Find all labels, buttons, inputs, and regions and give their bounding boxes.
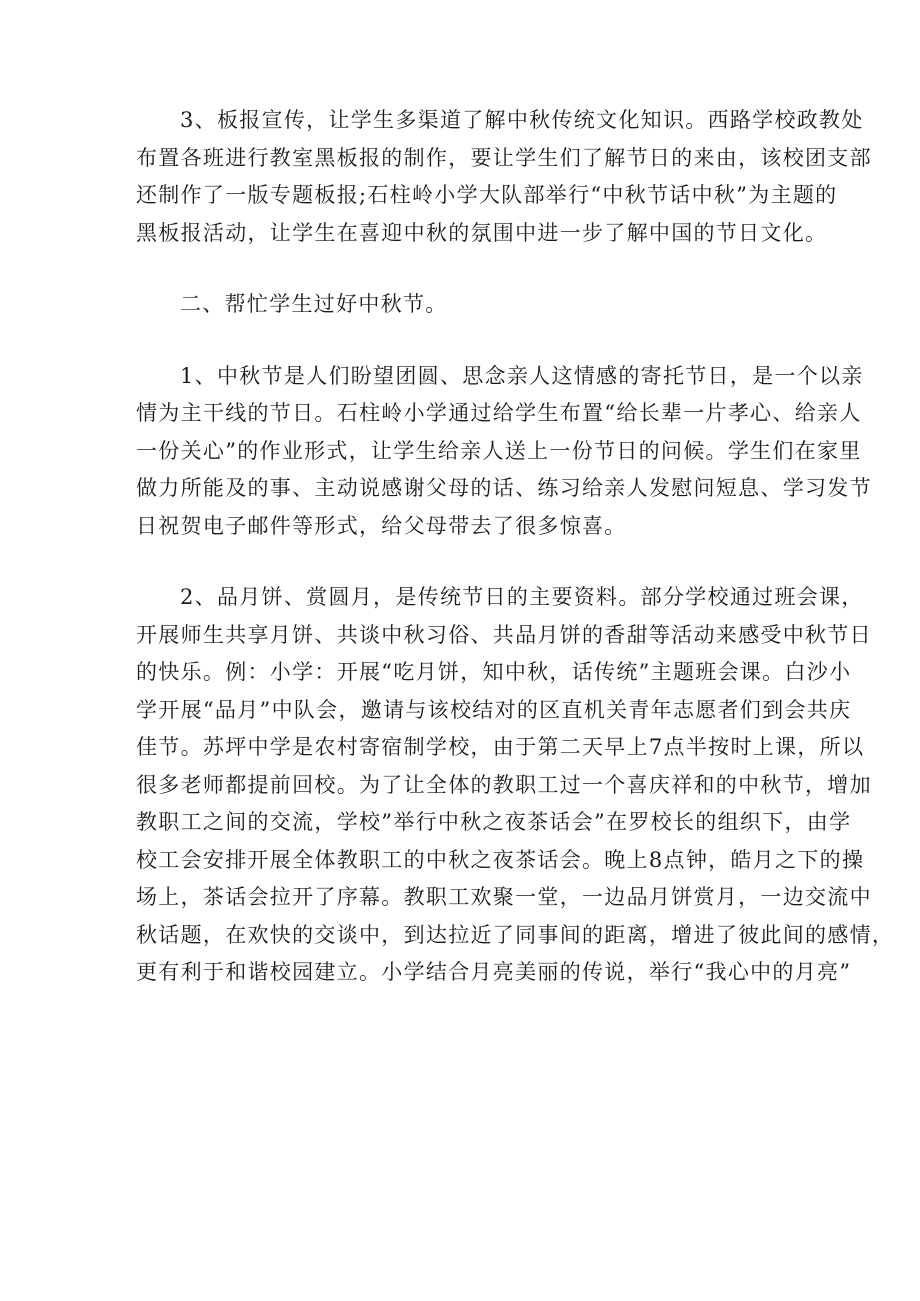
paragraph-line: 日祝贺电子邮件等形式，给父母带去了很多惊喜。 <box>136 513 627 538</box>
paragraph-line: 更有利于和谐校园建立。小学结合月亮美丽的传说，举行“我心中的月亮” <box>136 960 852 984</box>
paragraph-line: 黑板报活动，让学生在喜迎中秋的氛围中进一步了解中国的节日文化。 <box>136 220 828 245</box>
paragraph-line: 很多老师都提前回校。为了让全体的教职工过一个喜庆祥和的中秋节，增加 <box>136 772 872 797</box>
paragraph-line: 佳节。苏坪中学是农村寄宿制学校，由于第二天早上7点半按时上课，所以 <box>136 735 865 759</box>
paragraph-line: 2、品月饼、赏圆月，是传统节日的主要资料。部分学校通过班会课， <box>180 585 864 609</box>
paragraph-mooncake-activities <box>136 579 895 992</box>
heading-line: 二、帮忙学生过好中秋节。 <box>180 292 448 316</box>
paragraph-line: 校工会安排开展全体教职工的中秋之夜茶话会。晚上8点钟，皓月之下的操 <box>136 847 865 872</box>
paragraph-line: 3、板报宣传，让学生多渠道了解中秋传统文化知识。西路学校政教处 <box>180 108 864 132</box>
paragraph-blackboard-publicity <box>136 102 872 252</box>
paragraph-line: 开展师生共享月饼、共谈中秋习俗、共品月饼的香甜等活动来感受中秋节日 <box>136 622 872 647</box>
paragraph-family-reunion <box>136 358 872 546</box>
paragraph-line: 布置各班进行教室黑板报的制作，要让学生们了解节日的来由，该校团支部 <box>136 145 872 170</box>
paragraph-line: 做力所能及的事、主动说感谢父母的话、练习给亲人发慰问短息、学习发节 <box>136 476 872 500</box>
paragraph-line: 还制作了一版专题板报;石柱岭小学大队部举行“中秋节话中秋”为主题的 <box>136 183 838 207</box>
paragraph-line: 秋话题，在欢快的交谈中，到达拉近了同事间的距离，增进了彼此间的感情， <box>136 922 895 947</box>
section-heading <box>136 286 808 324</box>
paragraph-line: 的快乐。例：小学：开展“吃月饼，知中秋，话传统”主题班会课。白沙小 <box>136 660 852 684</box>
paragraph-line: 场上，茶话会拉开了序幕。教职工欢聚一堂，一边品月饼赏月，一边交流中 <box>136 885 872 909</box>
paragraph-line: 教职工之间的交流，学校”举行中秋之夜茶话会”在罗校长的组织下，由学 <box>136 810 852 834</box>
paragraph-line: 学开展“品月”中队会，邀请与该校结对的区直机关青年志愿者们到会共庆 <box>136 697 852 722</box>
paragraph-line: 一份关心”的作业形式，让学生给亲人送上一份节日的问候。学生们在家里 <box>136 438 862 463</box>
paragraph-line: 情为主干线的节日。石柱岭小学通过给学生布置“给长辈一片孝心、给亲人 <box>136 401 862 425</box>
paragraph-line: 1、中秋节是人们盼望团圆、思念亲人这情感的寄托节日，是一个以亲 <box>180 363 864 388</box>
